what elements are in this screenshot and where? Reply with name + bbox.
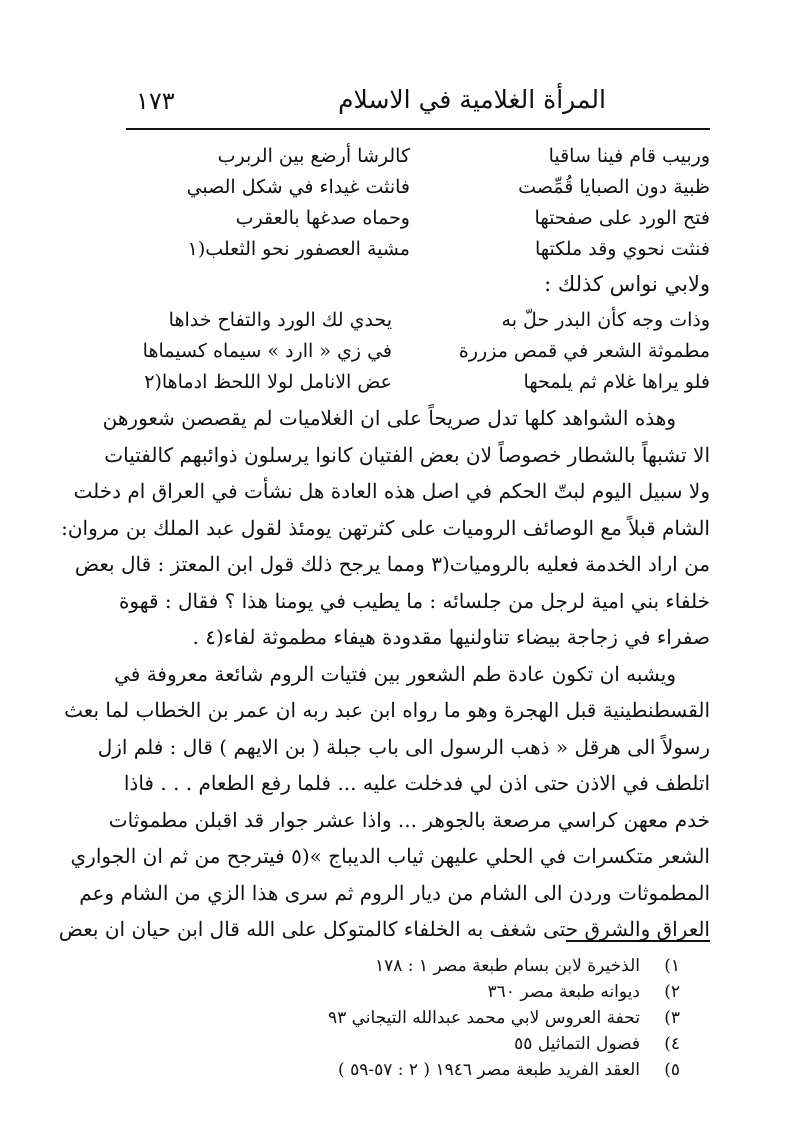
body-line: وهذه الشواهد كلها تدل صريحاً على ان الغلاميات لم يقصصن شعورهن (102, 406, 676, 430)
body-line: الا تشبهاً بالشطار خصوصاً لان بعض الفتيان كانوا يرسلون ذوائبهم كالفتيات (104, 442, 710, 467)
verse (126, 306, 710, 337)
poem-one (126, 142, 710, 266)
verse-second-half: يحدي لك الورد والتفاح خداها (168, 309, 392, 331)
verse-first-half: مطموثة الشعر في قمص مزررة (458, 340, 710, 362)
verse (126, 368, 710, 399)
verse-second-half: عض الانامل لولا اللحظ ادماها(٢ (144, 371, 392, 393)
footnote-marker: ١) (664, 956, 680, 976)
body-line: ولا سبيل اليوم لبتّ الحكم في اصل هذه العادة هل نشأت في العراق ام دخلت (73, 479, 710, 503)
page-number: ١٧٣ (136, 87, 175, 115)
header-rule (126, 128, 710, 130)
footnote-rule (566, 940, 710, 942)
footnote-text: ديوانه طبعة مصر ٣٦٠ (487, 982, 640, 1002)
footnote (280, 954, 680, 980)
body-line: ويشبه ان تكون عادة طم الشعور بين فتيات الروم شائعة معروفة في (114, 661, 676, 686)
body-line: صفراء في زجاجة بيضاء تناولنيها مقدودة هيفاء مطموثة لفاء(٤ . (192, 625, 710, 649)
poem-two (126, 306, 710, 399)
body-line: الشام قبلاً مع الوصائف الروميات على كثرتهن يومئذ لقول عبد الملك بن مروان: (61, 515, 710, 540)
verse-first-half: فتح الورد على صفحتها (534, 207, 710, 229)
footnotes (280, 954, 680, 1084)
verse-first-half: وربيب قام فينا ساقيا (548, 145, 710, 167)
footnote-marker: ٥) (664, 1060, 680, 1080)
verse-first-half: ظبية دون الصبايا قُمِّصت (518, 176, 710, 198)
verse-first-half: وذات وجه كأن البدر حلّ به (501, 309, 710, 331)
body-line: خلفاء بني امية لرجل من جلسائه : ما يطيب في يومنا هذا ؟ فقال : قهوة (118, 588, 710, 613)
verse-second-half: كالرشا أرضع بين الربرب (217, 145, 410, 167)
body-line: خدم معهن كراسي مرصعة بالجوهر ... واذا عشر جوار قد اقبلن مطموثات (108, 807, 710, 832)
footnote-text: العقد الفريد طبعة مصر ١٩٤٦ ( ٢ : ٥٧-٥٩ ) (338, 1060, 640, 1080)
body-line: القسطنطينية قبل الهجرة وهو ما رواه ابن عبد ربه ان عمر بن الخطاب لما بعث (64, 698, 710, 722)
footnote (280, 1032, 680, 1058)
body-line: رسولاً الى هرقل « ذهب الرسول الى باب جبلة ( بن الايهم ) قال : فلم ازل (97, 734, 710, 759)
verse-second-half: مشية العصفور نحو الثعلب(١ (187, 238, 410, 260)
verse (126, 337, 710, 368)
footnote-marker: ٣) (664, 1008, 680, 1028)
footnote-marker: ٤) (664, 1034, 680, 1054)
body-line: من اراد الخدمة فعليه بالروميات(٣ ومما يرجح ذلك قول ابن المعتز : قال بعض (74, 552, 710, 576)
footnote (280, 980, 680, 1006)
page-header (126, 84, 710, 122)
footnote-marker: ٢) (664, 982, 680, 1002)
body-text (58, 402, 710, 950)
verse-second-half: فانثت غيداء في شكل الصبي (186, 176, 410, 198)
footnote-text: الذخيرة لابن بسام طبعة مصر ١ : ١٧٨ (374, 956, 640, 976)
body-line: اتلطف في الاذن حتى اذن لي فدخلت عليه ... فلما رفع الطعام . . . فاذا (123, 771, 710, 795)
verse-first-half: فلو يراها غلام ثم يلمحها (523, 371, 710, 393)
verse-second-half: وحماه صدغها بالعقرب (235, 207, 410, 229)
body-line: الشعر متكسرات في الحلي عليهن ثياب الديباج »(٥ فيترجح من ثم ان الجواري (70, 844, 710, 868)
verse (126, 204, 710, 235)
footnote (280, 1058, 680, 1084)
footnote-text: تحفة العروس لابي محمد عبدالله التيجاني ٩٣ (327, 1008, 640, 1028)
footnote (280, 1006, 680, 1032)
body-line: العراق والشرق حتى شغف به الخلفاء كالمتوكل على الله قال ابن حيان ان بعض (58, 917, 710, 941)
poem-intro: ولابي نواس كذلك : (544, 272, 710, 296)
footnote-text: فصول التماثيل ٥٥ (514, 1034, 640, 1054)
running-title: المرأة الغلامية في الاسلام (338, 85, 606, 114)
body-line: المطموثات وردن الى الشام من ديار الروم ثم سرى هذا الزي من الشام وعم (79, 880, 710, 905)
verse (126, 235, 710, 266)
verse-second-half: في زي « اارد » سيماه كسيماها (142, 340, 392, 362)
verse (126, 173, 710, 204)
verse (126, 142, 710, 173)
verse-first-half: فنثت نحوي وقد ملكتها (534, 238, 710, 260)
